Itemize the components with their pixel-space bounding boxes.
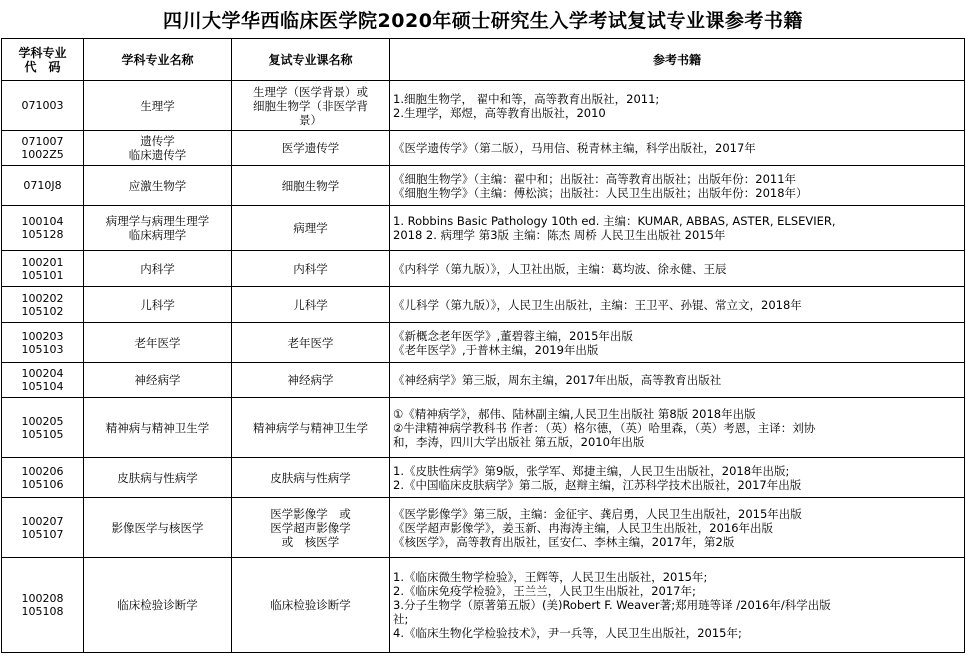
course-cell: [232, 251, 390, 287]
code-cell: [2, 206, 84, 251]
course-line: 医学超声影像学: [270, 520, 351, 535]
table-row: [2, 398, 965, 458]
code-line: 100206: [21, 464, 64, 478]
books-line: 3.分子生物学（原著第五版）(美)Robert F. Weaver著;郑用琏等译 /2016年/科学出版: [393, 598, 831, 612]
books-line: 和，李涛，四川大学出版社 第五版，2010年出版: [393, 434, 645, 449]
major-line: 临床遗传学: [128, 148, 187, 162]
major-line: 内科学: [140, 261, 175, 276]
books-line: 2.《中国临床皮肤病学》第二版，赵辩主编，江苏科学技术出版社，2017年出版: [393, 477, 802, 492]
table-row: [2, 287, 965, 323]
books-cell: [390, 363, 965, 398]
code-line: 100201: [21, 255, 64, 269]
books-line: 《医学影像学》第三版，主编：金征宇、龚启勇，人民卫生出版社，2015年出版: [393, 506, 802, 521]
code-line: 105128: [21, 228, 64, 241]
table-header-row: [2, 39, 965, 81]
header-code-line: 代 码: [24, 59, 61, 74]
books-line: 《神经病学》第三版，周东主编，2017年出版，高等教育出版社: [393, 373, 722, 387]
course-line: 病理学: [293, 221, 328, 235]
table-row: [2, 206, 965, 251]
course-cell: [232, 363, 390, 398]
course-line: 细胞生物学（非医学背: [253, 98, 368, 113]
code-line: 100208: [21, 592, 64, 605]
course-cell: [232, 166, 390, 206]
course-line: 医学遗传学: [281, 141, 340, 155]
major-cell: [84, 166, 232, 206]
course-line: 内科学: [293, 261, 328, 276]
books-line: ②牛津精神病学教科书 作者：（英）格尔德，（英）哈里森，（英）考恩，主译：刘协: [393, 420, 816, 435]
books-line: 《新概念老年医学》,董碧蓉主编，2015年出版: [393, 328, 633, 343]
books-line: 2.《临床免疫学检验》，王兰兰，人民卫生出版社，2017年;: [393, 584, 696, 598]
course-line: 精神病学与精神卫生学: [253, 420, 368, 435]
major-line: 老年医学: [134, 335, 181, 350]
major-line: 病理学与病理生理学: [105, 214, 210, 228]
major-line: 影像医学与核医学: [111, 520, 204, 535]
table-row: [2, 363, 965, 398]
books-cell: [390, 323, 965, 363]
course-line: 老年医学: [287, 335, 334, 350]
major-cell: [84, 558, 232, 653]
course-line: 医学影像学 或: [270, 506, 351, 521]
major-line: 临床病理学: [128, 228, 187, 242]
course-cell: [232, 81, 390, 131]
books-line: ①《精神病学》，郝伟、陆林副主编,人民卫生出版社 第8版 2018年出版: [393, 406, 756, 421]
books-line: 2.生理学，郑煜，高等教育出版社，2010: [393, 105, 606, 120]
books-line: 《核医学》，高等教育出版社，匡安仁、李林主编，2017年，第2版: [393, 534, 735, 549]
header-course: 复试专业课名称: [232, 39, 390, 81]
books-line: 4.《临床生物化学检验技术》，尹一兵等，人民卫生出版社，2015年;: [393, 626, 742, 640]
code-line: 105108: [21, 605, 64, 618]
major-line: 精神病与精神卫生学: [105, 420, 210, 435]
books-line: 《细胞生物学》（主编：翟中和；出版社：高等教育出版社；出版年份：2011年: [393, 171, 797, 186]
major-cell: [84, 81, 232, 131]
books-line: 《医学遗传学》（第二版），马用信、税青林主编，科学出版社，2017年: [393, 141, 756, 155]
code-cell: [2, 398, 84, 458]
code-line: 105104: [21, 380, 64, 393]
code-cell: [2, 251, 84, 287]
code-cell: [2, 81, 84, 131]
books-line: 《医学超声影像学》，姜玉新、冉海涛主编，人民卫生出版社，2016年出版: [393, 520, 774, 535]
books-cell: [390, 81, 965, 131]
books-cell: [390, 206, 965, 251]
reference-books-table: [1, 38, 965, 653]
code-line: 105107: [21, 527, 64, 541]
major-line: 儿科学: [140, 297, 175, 312]
major-line: 生理学: [140, 98, 175, 113]
books-line: 《细胞生物学》（主编：傅松滨；出版社：人民卫生出版社；出版年份：2018年）: [393, 185, 808, 200]
course-line: 或 核医学: [281, 534, 340, 549]
table-row: [2, 251, 965, 287]
books-line: 《老年医学》,于普林主编，2019年出版: [393, 342, 599, 357]
books-cell: [390, 251, 965, 287]
major-cell: [84, 287, 232, 323]
course-line: 景）: [299, 112, 322, 127]
books-line: 1.《皮肤性病学》第9版，张学军、郑捷主编，人民卫生出版社，2018年出版;: [393, 463, 790, 478]
books-cell: [390, 398, 965, 458]
header-major: 学科专业名称: [84, 39, 232, 81]
code-line: 100104: [21, 215, 64, 228]
books-cell: [390, 287, 965, 323]
code-line: 105105: [21, 427, 64, 441]
code-cell: [2, 166, 84, 206]
code-line: 100205: [21, 414, 64, 428]
major-cell: [84, 251, 232, 287]
code-line: 071003: [21, 99, 64, 112]
course-cell: [232, 131, 390, 166]
table-row: [2, 81, 965, 131]
course-line: 神经病学: [287, 373, 334, 387]
major-line: 临床检验诊断学: [117, 598, 198, 612]
major-line: 遗传学: [140, 134, 175, 148]
major-cell: [84, 398, 232, 458]
books-line: 1.《临床微生物学检验》，王辉等，人民卫生出版社，2015年;: [393, 570, 708, 584]
major-line: 应激生物学: [128, 178, 187, 193]
course-cell: [232, 287, 390, 323]
code-line: 105103: [21, 342, 64, 356]
books-line: 1.细胞生物学， 翟中和等，高等教育出版社，2011;: [393, 91, 660, 106]
code-line: 100204: [21, 367, 64, 380]
code-line: 100207: [21, 514, 64, 528]
code-cell: [2, 363, 84, 398]
table-row: [2, 166, 965, 206]
table-row: [2, 323, 965, 363]
major-cell: [84, 498, 232, 558]
books-line: 社;: [393, 612, 409, 626]
major-line: 神经病学: [134, 373, 181, 387]
major-cell: [84, 206, 232, 251]
course-cell: [232, 398, 390, 458]
books-cell: [390, 458, 965, 498]
code-line: 0710J8: [23, 179, 62, 192]
books-cell: [390, 131, 965, 166]
code-cell: [2, 131, 84, 166]
table-row: [2, 498, 965, 558]
code-cell: [2, 287, 84, 323]
page-title: 四川大学华西临床医学院2020年硕士研究生入学考试复试专业课参考书籍: [163, 9, 803, 32]
course-cell: [232, 558, 390, 653]
code-line: 071007: [21, 135, 64, 148]
books-line: 《内科学（第九版）》，人卫社出版，主编：葛均波、徐永健、王辰: [393, 261, 727, 276]
course-line: 细胞生物学: [281, 178, 340, 193]
major-cell: [84, 323, 232, 363]
header-code-line: 学科专业: [18, 45, 67, 60]
course-line: 儿科学: [293, 297, 328, 312]
code-line: 100202: [21, 291, 64, 305]
books-cell: [390, 166, 965, 206]
header-code: [2, 39, 84, 81]
major-cell: [84, 131, 232, 166]
course-cell: [232, 498, 390, 558]
code-cell: [2, 323, 84, 363]
course-line: 临床检验诊断学: [270, 598, 351, 612]
major-cell: [84, 363, 232, 398]
course-line: 皮肤病与性病学: [270, 470, 351, 485]
course-cell: [232, 458, 390, 498]
code-line: 100203: [21, 329, 64, 343]
code-line: 1002Z5: [21, 148, 64, 161]
major-line: 皮肤病与性病学: [117, 470, 198, 485]
books-line: 1. Robbins Basic Pathology 10th ed. 主编：KUMAR, ABBAS, ASTER, ELSEVIER,: [393, 214, 836, 228]
table-body: [2, 81, 965, 653]
books-cell: [390, 498, 965, 558]
books-cell: [390, 558, 965, 653]
major-cell: [84, 458, 232, 498]
code-cell: [2, 498, 84, 558]
code-cell: [2, 558, 84, 653]
code-line: 105101: [21, 268, 64, 282]
books-line: 《儿科学（第九版）》，人民卫生出版社，主编：王卫平、孙锟、常立文，2018年: [393, 297, 802, 312]
books-line: 2018 2. 病理学 第3版 主编：陈杰 周桥 人民卫生出版社 2015年: [393, 228, 726, 242]
course-line: 生理学（医学背景）或: [253, 84, 368, 99]
course-cell: [232, 206, 390, 251]
code-cell: [2, 458, 84, 498]
table-row: [2, 558, 965, 653]
header-books: 参考书籍: [390, 39, 965, 81]
table-row: [2, 131, 965, 166]
code-line: 105106: [21, 477, 64, 491]
course-cell: [232, 323, 390, 363]
table-row: [2, 458, 965, 498]
code-line: 105102: [21, 304, 64, 318]
